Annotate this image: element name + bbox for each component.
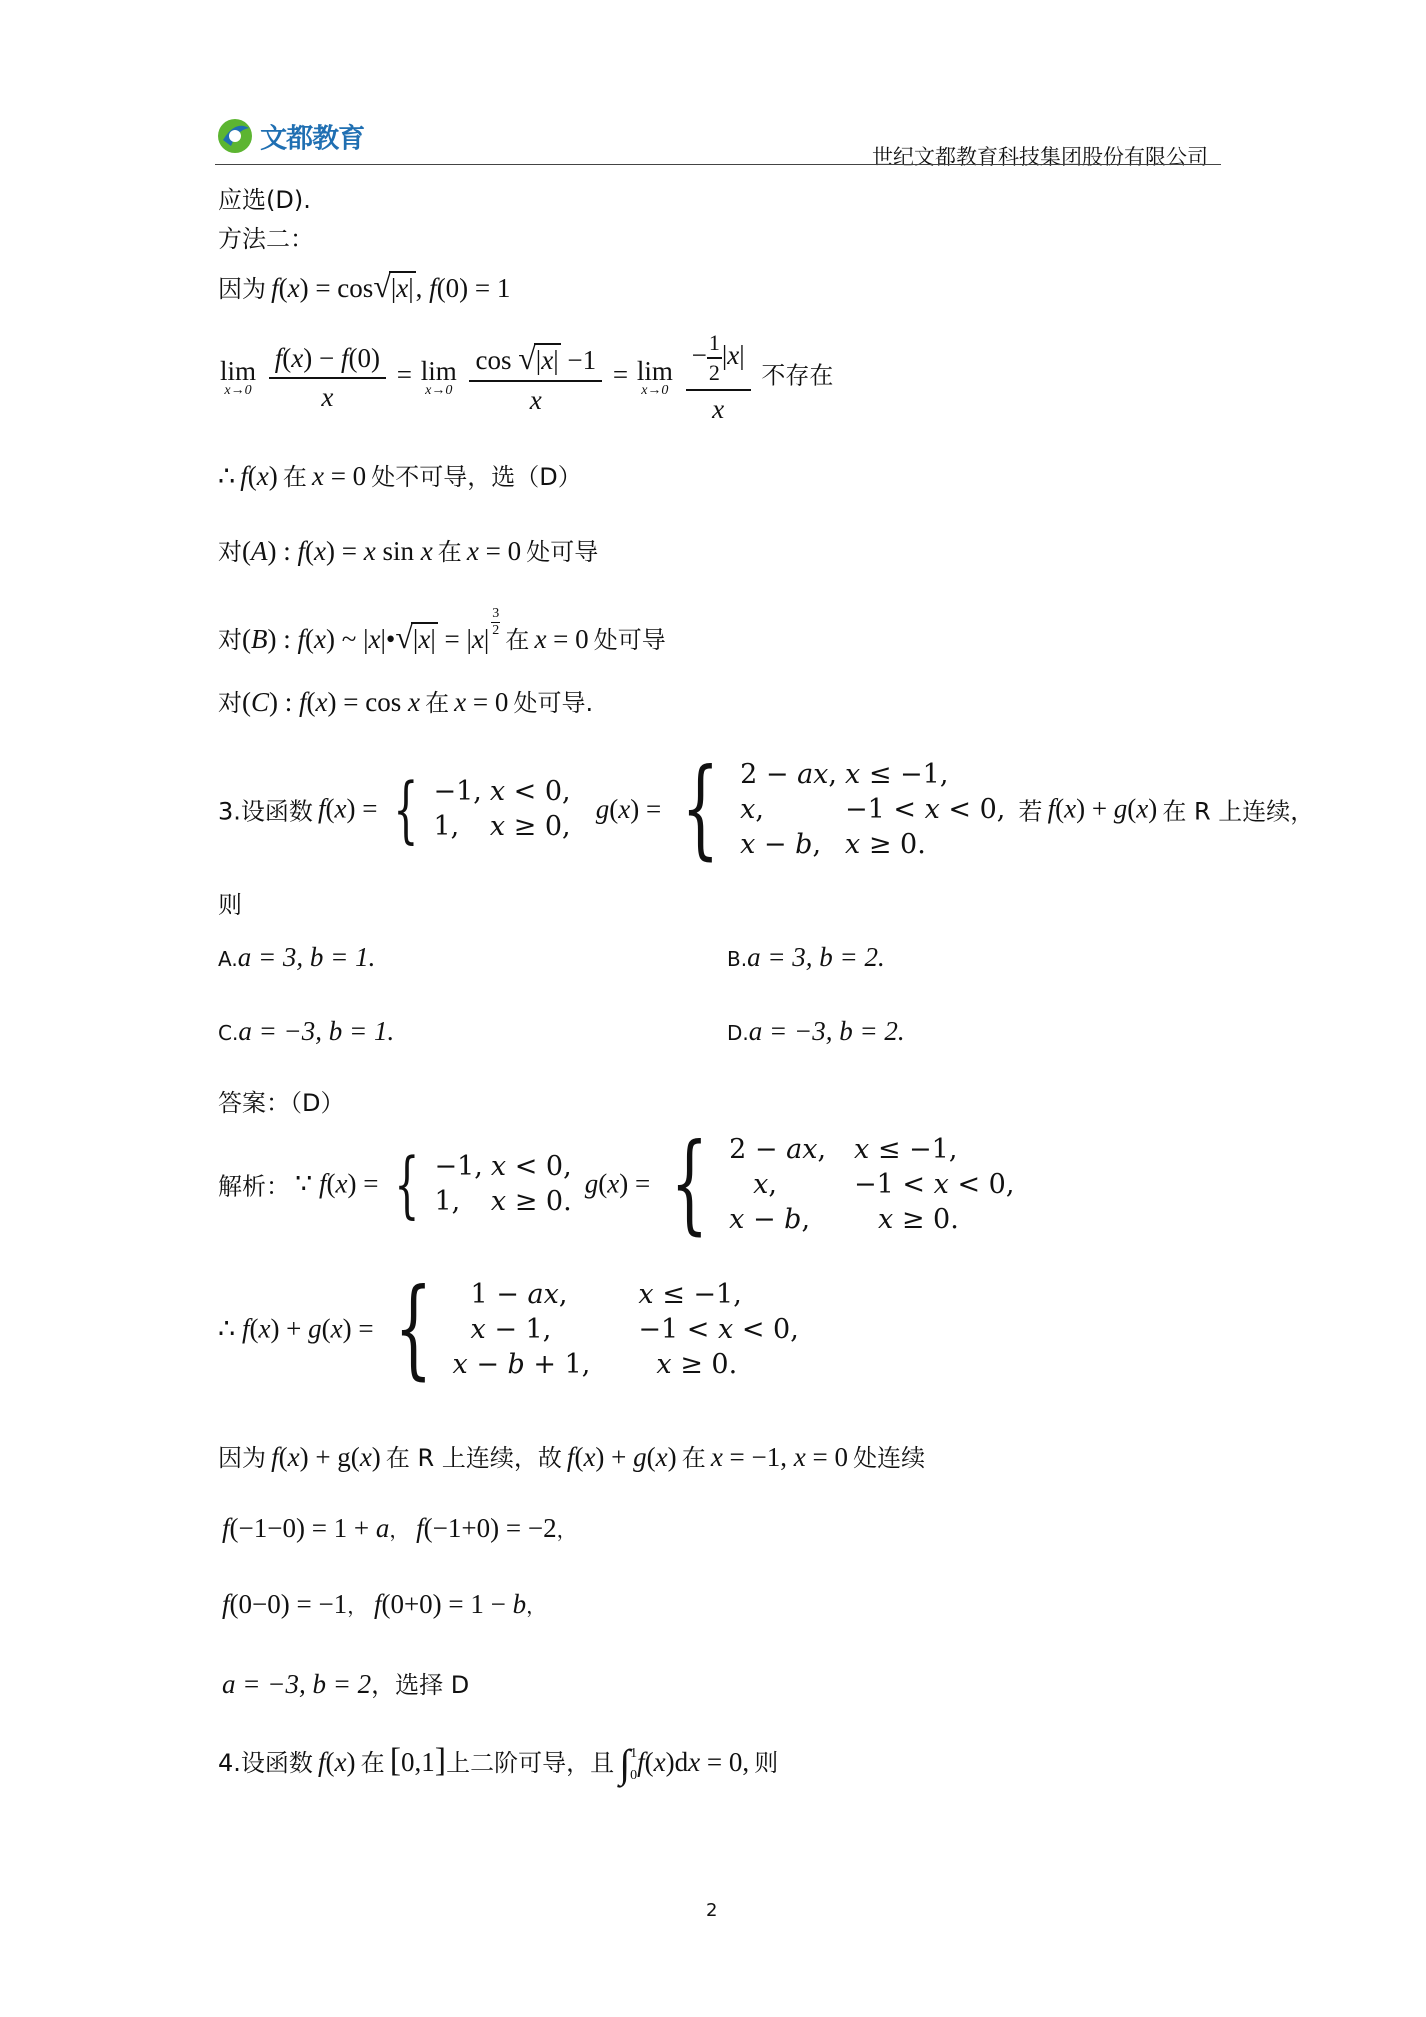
q3-option-c: C.a = −3, b = 1. (218, 1016, 395, 1046)
line-not-differentiable: ∴ f(x) 在 x = 0 处不可导，选（D） (218, 461, 582, 491)
f-plus-g-piecewise: ∴ f(x) + g(x) = { 1 − ax, x ≤ −1, x − 1, −1 < x < 0, x − b + 1, x ≥ 0. (218, 1266, 799, 1391)
continuity-line: 因为 f(x) + g(x) 在 R 上连续，故 f(x) + g(x) 在 x = −1, x = 0 处连续 (218, 1442, 926, 1472)
line-answer-d: 应选(D). (218, 186, 311, 214)
header-rule (215, 164, 1221, 165)
f-piecewise: { −1, x < 0, 1, x ≥ 0, (392, 767, 571, 851)
q3-answer: 答案：（D） (218, 1089, 345, 1117)
line-option-b-check: 对(B) : f(x) ~ |x|•√|x| = |x| $\frac{3}{2}$ 在 x = 0 处可导 (218, 606, 666, 655)
q3-stem: 3.设函数 f(x) = { −1, x < 0, 1, x ≥ 0, g(x) = { 2 − ax, x ≤ −1, x, −1 < x < 0, x − b, x ≥ 0. 若 f(x) + g(x) 在 R 上连续， (218, 746, 1315, 871)
header-company: 世纪文都教育科技集团股份有限公司 (872, 145, 1208, 169)
logo-text: 文都教育 (260, 123, 365, 155)
q3-conclusion: a = −3, b = 2，选择 D (222, 1669, 470, 1699)
line-option-a-check: 对(A) : f(x) = x sin x 在 x = 0 处可导 (218, 536, 599, 566)
limits-at-minus-one: f(−1−0) = 1 + a， f(−1+0) = −2， (222, 1513, 577, 1543)
q3-option-a: A.a = 3, b = 1. (218, 942, 376, 972)
q3-option-b: B.a = 3, b = 2. (727, 942, 885, 972)
analysis-g-piecewise: { 2 − ax, x ≤ −1, x, −1 < x < 0, x − b, x ≥ 0. (670, 1121, 1015, 1246)
analysis-f-piecewise: { −1, x < 0, 1, x ≥ 0. (393, 1142, 572, 1226)
g-piecewise: { 2 − ax, x ≤ −1, x, −1 < x < 0, x − b, x ≥ 0. (681, 746, 1006, 871)
line-method-two: 方法二： (218, 225, 314, 253)
given-formula: f(x) = cos√|x|, f(0) = 1 (271, 268, 511, 304)
logo (215, 116, 364, 156)
q4-stem: 4.设函数 f(x) 在 [0,1]上二阶可导，且 ∫1 0f(x)dx = 0, 则 (218, 1741, 779, 1786)
q3-option-d: D.a = −3, b = 2. (727, 1016, 905, 1046)
limit-expression: lim x→0 $\frac{f(x) - f(0)}{x}$ = lim x→0 $\frac{\cos √|x| -1}{x}$ = lim x→0 − $\frac{1}{2}$ |x| x 不存在 (220, 330, 834, 424)
q3-analysis: 解析： ∵ f(x) = { −1, x < 0, 1, x ≥ 0. g(x) = { 2 − ax, x ≤ −1, x, −1 < x < 0, x − b, x ≥ 0. (218, 1130, 1022, 1238)
limits-at-zero: f(0−0) = −1， f(0+0) = 1 − b， (222, 1589, 547, 1619)
q3-then: 则 (218, 891, 242, 919)
logo-icon (215, 116, 255, 156)
page-number: 2 (706, 1900, 718, 1921)
line-option-c-check: 对(C) : f(x) = cos x 在 x = 0 处可导. (218, 687, 594, 717)
line-given: 因为 f(x) = cos√|x|, f(0) = 1 (218, 268, 511, 304)
